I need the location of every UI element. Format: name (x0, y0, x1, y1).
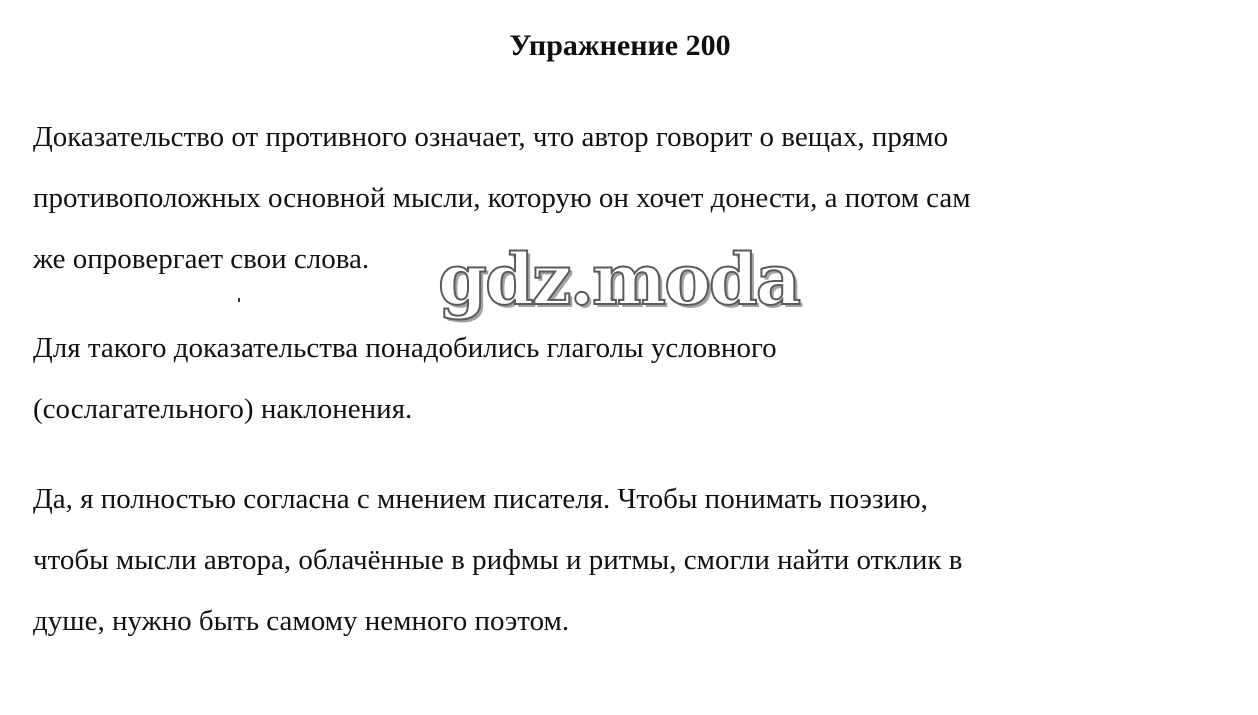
paragraph-line: душе, нужно быть самому немного поэтом. (33, 605, 570, 637)
scan-speck (238, 298, 240, 302)
paragraph-verbs-mood (33, 318, 1213, 440)
watermark-logo: gdz.moda (438, 238, 800, 321)
exercise-title: Упражнение 200 (509, 29, 731, 62)
paragraph-line: Да, я полностью согласна с мнением писателя. Чтобы понимать поэзию, (33, 483, 928, 515)
paragraph-line: чтобы мысли автора, облачённые в рифмы и ритмы, смогли найти отклик в (33, 544, 963, 576)
paragraph-line: (сослагательного) наклонения. (33, 393, 413, 425)
paragraph-proof-by-contradiction (33, 107, 1213, 290)
paragraph-line: Для такого доказательства понадобились глаголы условного (33, 332, 777, 364)
paragraph-line: же опровергает свои слова. (33, 243, 370, 275)
paragraph-line: Доказательство от противного означает, что автор говорит о вещах, прямо (33, 121, 949, 153)
paragraph-line: противоположных основной мысли, которую он хочет донести, а потом сам (33, 182, 971, 214)
paragraph-agreement (33, 469, 1213, 652)
